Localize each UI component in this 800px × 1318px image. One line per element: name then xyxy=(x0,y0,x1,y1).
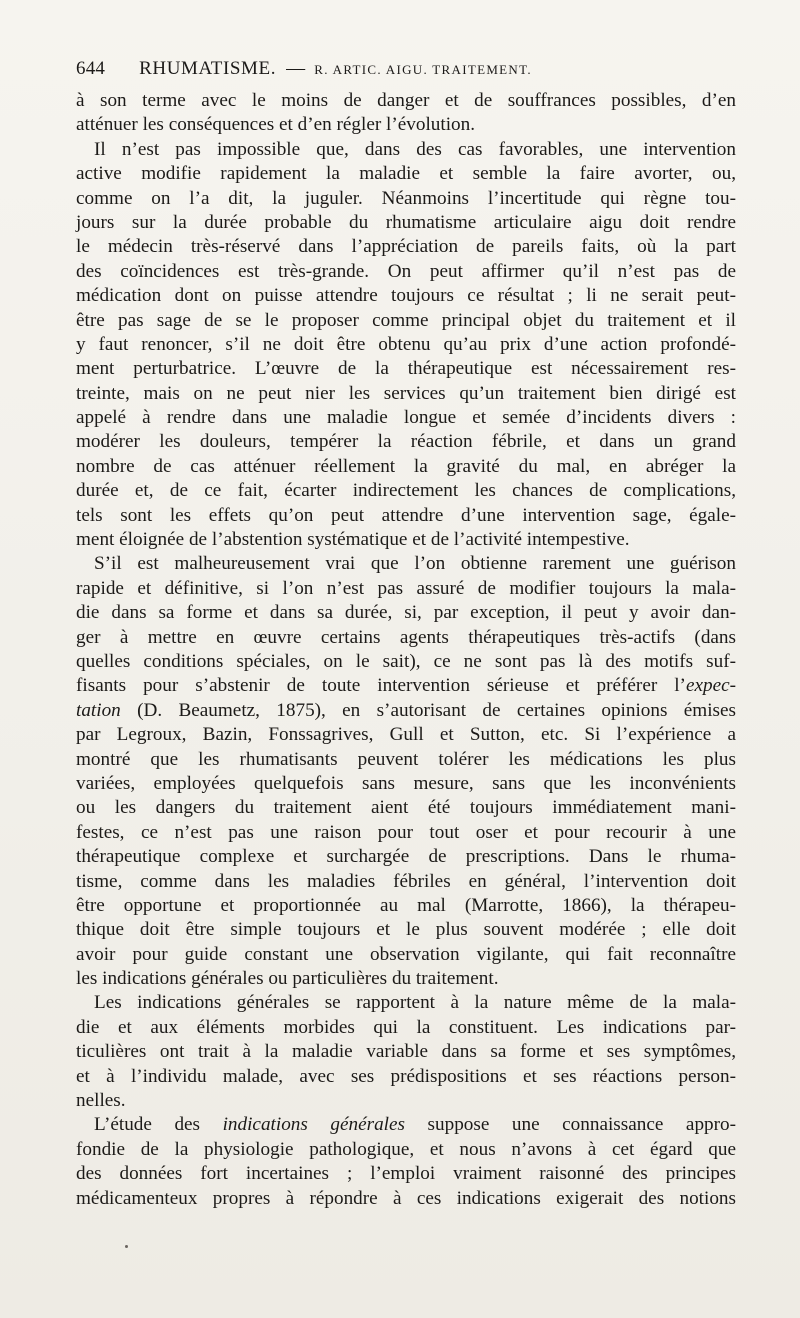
text-line: des données fort incertaines ; l’emploi vraiment raisonné des principes xyxy=(76,1163,736,1185)
text-line: active modifie rapidement la maladie et semble la faire avorter, ou, xyxy=(76,163,736,185)
running-header xyxy=(76,58,736,86)
italic-term: indications générales xyxy=(222,1114,405,1136)
text-line: Les indications générales se rapportent à la nature même de la mala- xyxy=(94,992,736,1014)
text-line: à son terme avec le moins de danger et de souffrances possibles, d’en xyxy=(76,90,736,111)
text-line: thique doit être simple toujours et le plus souvent modérée ; elle doit xyxy=(76,919,736,941)
text-line: modérer les douleurs, tempérer la réaction fébrile, et dans un grand xyxy=(76,431,736,453)
running-subtitle: R. ARTIC. AIGU. TRAITEMENT. xyxy=(314,62,532,77)
text-line: comme on l’a dit, la juguler. Néanmoins l’incertitude qui règne tou- xyxy=(76,187,736,209)
text-line xyxy=(76,674,736,698)
text-line: médicamenteux propres à répondre à ces indications exigerait des notions xyxy=(76,1187,736,1209)
text-segment: suppose une connaissance appro- xyxy=(405,1114,737,1136)
text-line: treinte, mais on ne peut nier les services qu’un traitement bien dirigé est xyxy=(76,382,736,404)
text-line: S’il est malheureusement vrai que l’on obtienne rarement une guérison xyxy=(94,553,736,575)
text-line: jours sur la durée probable du rhumatisme articulaire aigu doit rendre xyxy=(76,211,736,233)
text-line: tisme, comme dans les maladies fébriles en général, l’intervention doit xyxy=(76,870,736,892)
text-line: thérapeutique complexe et surchargée de prescriptions. Dans le rhuma- xyxy=(76,846,736,868)
text-segment: L’étude des xyxy=(94,1114,223,1136)
text-line: die dans sa forme et dans sa durée, si, par exception, il peut y avoir dan- xyxy=(76,602,736,624)
text-line: appelé à rendre dans une maladie longue et semée d’incidents divers : xyxy=(76,407,736,429)
text-line: variées, employées quelquefois sans mesure, sans que les inconvénients xyxy=(76,772,736,794)
text-line: ment éloignée de l’abstention systématique et de l’activité intempestive. xyxy=(76,529,630,551)
text-line: Il n’est pas impossible que, dans des cas favorables, une intervention xyxy=(94,138,736,160)
text-line: être pas sage de se le proposer comme principal objet du traitement et il xyxy=(76,309,736,331)
text-line: fondie de la physiologie pathologique, et nous n’avons à cet égard que xyxy=(76,1138,736,1160)
text-line: ment perturbatrice. L’œuvre de la thérapeutique est nécessairement res- xyxy=(76,358,736,380)
text-line: et à l’individu malade, avec ses prédispositions et ses réactions person- xyxy=(76,1065,736,1087)
text-segment: (D. Beaumetz, 1875), en s’autorisant de certaines opinions émises xyxy=(120,699,736,721)
text-line xyxy=(76,699,736,723)
italic-term: expec- xyxy=(685,675,736,697)
text-line: les indications générales ou particulières du traitement. xyxy=(76,968,499,990)
text-line: le médecin très-réservé dans l’appréciation de pareils faits, où la part xyxy=(76,236,736,258)
page-number: 644 xyxy=(76,58,106,79)
body-text xyxy=(76,89,736,1211)
text-line: nelles. xyxy=(76,1090,126,1112)
text-segment: fisants pour s’abstenir de toute intervention sérieuse et préférer l’ xyxy=(76,675,686,697)
text-line xyxy=(76,1113,736,1137)
text-line: avoir pour guide constant une observation vigilante, qui fait reconnaître xyxy=(76,943,736,965)
text-line: y faut renoncer, s’il ne doit être obtenu qu’au prix d’une action profondé- xyxy=(76,333,736,355)
text-line: die et aux éléments morbides qui la constituent. Les indications par- xyxy=(76,1016,736,1038)
italic-term: tation xyxy=(76,699,121,721)
text-line: rapide et définitive, si l’on n’est pas assuré de modifier toujours la mala- xyxy=(76,577,736,599)
text-line: ger à mettre en œuvre certains agents thérapeutiques très-actifs (dans xyxy=(76,626,736,648)
text-line: des coïncidences est très-grande. On peut affirmer qu’il n’est pas de xyxy=(76,260,736,282)
text-line: par Legroux, Bazin, Fonssagrives, Gull et Sutton, etc. Si l’expérience a xyxy=(76,724,736,746)
text-line: montré que les rhumatisants peuvent tolérer les médications les plus xyxy=(76,748,736,770)
text-line: ou les dangers du traitement aient été toujours immédiatement mani- xyxy=(76,797,736,819)
text-line: festes, ce n’est pas une raison pour tout oser et pour recourir à une xyxy=(76,821,736,843)
text-line: ticulières ont trait à la maladie variable dans sa forme et ses symptômes, xyxy=(76,1041,736,1063)
text-line: quelles conditions spéciales, on le sait), ce ne sont pas là des motifs suf- xyxy=(76,650,736,672)
text-line: atténuer les conséquences et d’en régler l’évolution. xyxy=(76,114,476,136)
ink-speck xyxy=(125,1245,128,1248)
text-line: tels sont les effets qu’on peut attendre d’une intervention sage, égale- xyxy=(76,504,736,526)
text-line: durée et, de ce fait, écarter indirectement les chances de complications, xyxy=(76,480,736,502)
running-title: RHUMATISME. xyxy=(139,58,277,79)
text-line: médication dont on puisse attendre toujours ce résultat ; li ne serait peut- xyxy=(76,285,736,307)
header-dash: — xyxy=(286,58,306,79)
text-line: être opportune et proportionnée au mal (Marrotte, 1866), la thérapeu- xyxy=(76,894,736,916)
text-line: nombre de cas atténuer réellement la gravité du mal, en abréger la xyxy=(76,455,736,477)
